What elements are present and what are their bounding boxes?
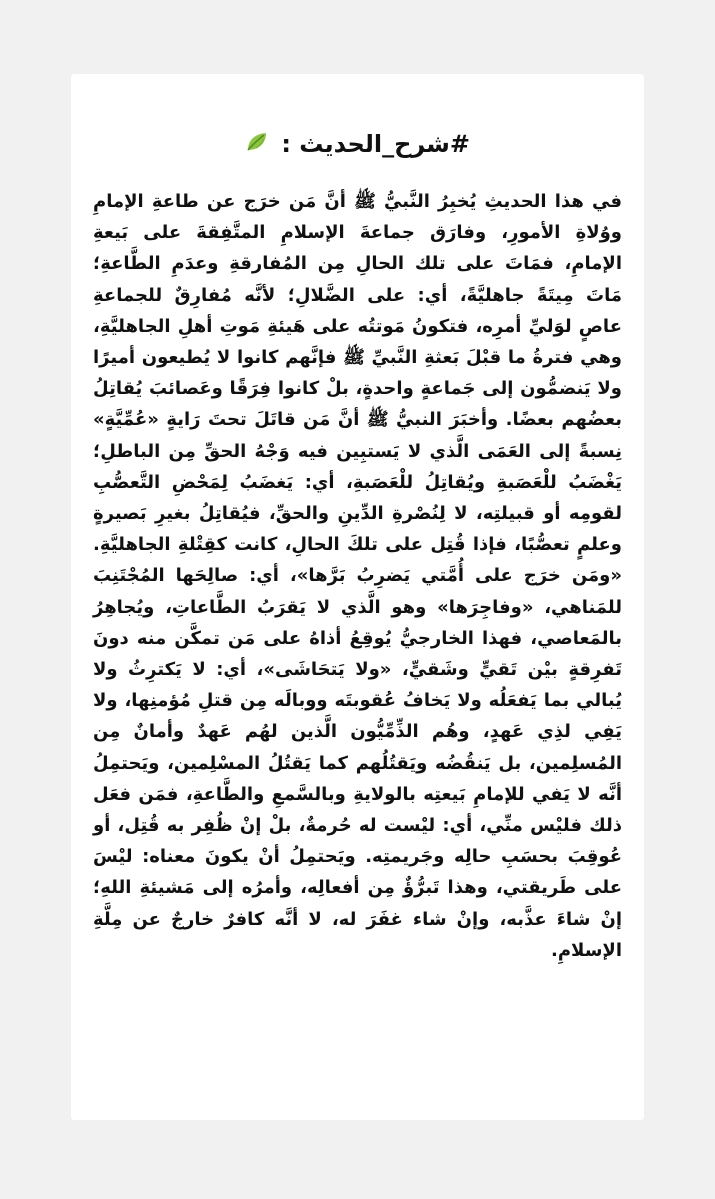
heading-title: #شرح_الحديث : [281, 130, 471, 158]
leaf-icon [245, 131, 269, 159]
section-heading [71, 130, 644, 159]
hadith-explanation: في هذا الحديثِ يُخبِرُ النَّبيُّ ﷺ أنَّ مَن خرَج عن طاعةِ الإمامِ ووُلاةِ الأمورِ، وفارَق جماعةَ الإسلامِ المتَّفِقةَ على بَيعةِ الإمامِ، فمَاتَ على تلك الحالِ مِن المُفارقةِ وعدَمِ الطَّاعةِ؛ مَاتَ مِيتَةً جاهليَّةً، أي: على الضَّلالِ؛ لأنَّه مُفارِقٌ للجماعةِ عاصٍ لوَليِّ أمرِه، فتكونُ مَوتتُه على هَيئةِ مَوتِ أهلِ الجاهليَّةِ، وهي فترةُ ما قبْلَ بَعثةِ النَّبيِّ ﷺ فإنَّهم كانوا لا يُطيعون أميرًا ولا يَنضمُّون إلى جَماعةٍ واحدةٍ، بلْ كانوا فِرَقًا وعَصائبَ يُقاتِلُ بعضُهم بعضًا. وأخبَرَ النبيُّ ﷺ أنَّ مَن قاتَلَ تحتَ رَايةٍ «عُمِّيَّةٍ» نِسبةً إلى العَمَى الَّذي لا يَستبِين فيه وَجْهُ الحقِّ مِن الباطلِ؛ يَغْضَبُ للْعَصَبةِ ويُقاتِلُ للْعَصَبةِ، أي: يَغضَبُ لِمَحْضِ التَّعصُّبِ لقومِه أو قبيلتِه، لا لِنُصْرةِ الدِّينِ والحقِّ، فيُقاتِلُ بغيرِ بَصيرةٍ وعلمٍ تعصُّبًا، فإذا قُتِل على تلكَ الحالِ، كانت كقِتْلةِ الجاهليَّةِ. «ومَن خرَج على أُمَّتي يَضرِبُ بَرَّها»، أي: صالِحَها المُجْتَنِبَ للمَناهي، «وفاجِرَها» وهو الَّذي لا يَقرَبُ الطَّاعاتِ، ويُجاهِرُ بالمَعاصي، فهذا الخارجيُّ يُوقِعُ أذاهُ على مَن تمكَّن منه دونَ تَفرِقةٍ بيْن تَقيٍّ وشَقيٍّ، «ولا يَتحَاشَى»، أي: لا يَكترِثُ ولا يُبالي بما يَفعَلُه ولا يَخافُ عُقوبتَه ووبالَه مِن قتلِ مُؤمنِها، ولا يَفِي لذِي عَهدٍ، وهُم الذِّمِّيُّون الَّذين لهُم عَهدٌ وأمانٌ مِن المُسلِمين، بل يَنقُضُه ويَقتُلُهم كما يَقتُلُ المسْلِمين، ويَحتمِلُ أنَّه لا يَفي للإمامِ بَيعتِه بالولايةِ وبالسَّمعِ والطَّاعةِ، فمَن فعَل ذلك فليْس منِّي، أي: ليْست له حُرمةٌ، بلْ إنْ ظُفِر به قُتِل، أو عُوقِبَ بحسَبِ حالِه وجَريمتِه. ويَحتمِلُ أنْ يكونَ معناه: ليْسَ على طَريقتي، وهذا تَبرُّؤٌ مِن أفعالِه، وأمرُه إلى مَشيئةِ اللهِ؛ إنْ شاءَ عذَّبه، وإنْ شاء غفَرَ له، لا أنَّه كافرٌ خارجٌ عن مِلَّةِ الإسلامِ. [93, 191, 622, 961]
post-card [71, 74, 644, 1120]
